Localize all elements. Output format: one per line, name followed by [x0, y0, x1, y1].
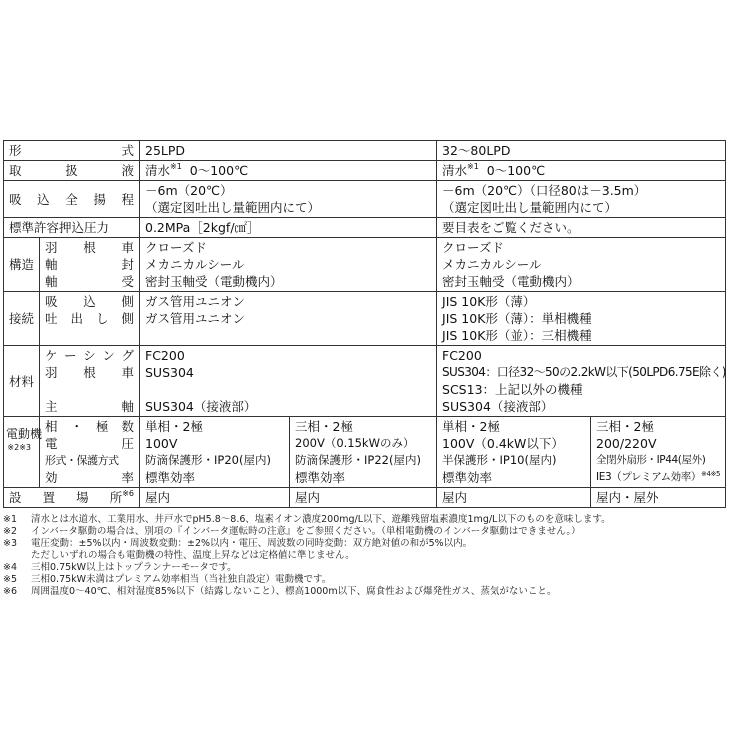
motor-25-three: 三相・2極 200V（0.15kWのみ） 防滴保護形・IP22(屋内) 標準効率 — [290, 417, 437, 488]
footnote-1: ※1 清水とは水道水、工業用水、井戸水でpH5.8～8.6、塩素イオン濃度200mg/L以下、遊離残留塩素濃度1mg/L以下のものを意味します。 — [3, 514, 611, 525]
row-pressure — [4, 218, 726, 238]
labels-motor: 相 ・ 極 数 電 圧 形式・保護方式 効 率 — [40, 417, 140, 488]
label-suction-head: 吸 込 全 揚 程 — [4, 181, 140, 218]
label-location: 設 置 場 所$^{※6}$ — [4, 488, 140, 508]
material-32: FC200 SUS304：口径32～50の2.2kW以下(50LPD6.75E除く) SCS13：上記以外の機種 SUS304（接液部） — [437, 346, 726, 417]
footnote-3-cont: ただしいずれの場合も電動機の特性、温度上昇などは定格値に準じません。 — [31, 550, 355, 561]
labels-material: ケ ー シ ン グ 羽 根 車 主 軸 — [40, 346, 140, 417]
group-connection: 接 続 — [4, 292, 40, 346]
group-motor: 電動機 ※2※3 — [4, 417, 40, 488]
group-material: 材 料 — [4, 346, 40, 417]
spec-table — [3, 140, 726, 508]
row-suction-head — [4, 181, 726, 218]
pressure-25: 0.2MPa［2kgf/㎠］ — [140, 218, 437, 238]
motor-32-three: 三相・2極 200/220V 全閉外扇形・IP44(屋外) IE3（プレミアム効率）$^{※4※5}$ — [591, 417, 726, 488]
liquid-25: 清水$^{※1}$ 0～100℃ — [140, 161, 437, 181]
suction-head-25: －6m（20℃） （選定図吐出し量範囲内にて） — [140, 181, 437, 218]
location-25-single: 屋内 — [140, 488, 290, 508]
connection-25: ガス管用ユニオン ガス管用ユニオン — [140, 292, 437, 346]
footnote-4: ※4 三相0.75kW以上はトップランナーモータです。 — [3, 562, 237, 573]
row-motor — [4, 417, 726, 488]
labels-structure: 羽 根 車 軸 封 軸 受 — [40, 238, 140, 292]
label-model: 形 式 — [4, 141, 140, 161]
connection-32: JIS 10K形（薄） JIS 10K形（薄）：単相機種 JIS 10K形（並）：三相機種 — [437, 292, 726, 346]
motor-32-single: 単相・2極 100V（0.4kW以下） 半保護形・IP10(屋内) 標準効率 — [437, 417, 591, 488]
row-location — [4, 488, 726, 508]
footnote-6: ※6 周囲温度0～40℃、相対湿度85%以下（結露しないこと）、標高1000m以下、腐食性および爆発性ガス、蒸気がないこと。 — [3, 586, 557, 597]
location-25-three: 屋内 — [290, 488, 437, 508]
motor-25-single: 単相・2極 100V 防滴保護形・IP20(屋内) 標準効率 — [140, 417, 290, 488]
location-32-three: 屋内・屋外 — [591, 488, 726, 508]
liquid-32: 清水$^{※1}$ 0～100℃ — [437, 161, 726, 181]
row-material — [4, 346, 726, 417]
group-structure: 構 造 — [4, 238, 40, 292]
footnote-2: ※2 インバータ駆動の場合は、別項の『インバータ運転時の注意』をご参照ください。（単相電動機のインバータ駆動はできません。） — [3, 526, 581, 537]
material-25: FC200 SUS304 SUS304（接液部） — [140, 346, 437, 417]
row-structure — [4, 238, 726, 292]
structure-25: クローズド メカニカルシール 密封玉軸受（電動機内） — [140, 238, 437, 292]
labels-connection: 吸 込 側 吐 出 し 側 — [40, 292, 140, 346]
pressure-32: 要目表をご覧ください。 — [437, 218, 726, 238]
header-32-80lpd: 32～80LPD — [437, 141, 726, 161]
row-connection — [4, 292, 726, 346]
footnote-5: ※5 三相0.75kW未満はプレミアム効率相当（当社独自設定）電動機です。 — [3, 574, 332, 585]
header-25lpd: 25LPD — [140, 141, 437, 161]
label-liquid: 取 扱 液 — [4, 161, 140, 181]
row-liquid — [4, 161, 726, 181]
structure-32: クローズド メカニカルシール 密封玉軸受（電動機内） — [437, 238, 726, 292]
footnotes — [3, 514, 725, 598]
label-pressure: 標準許容押込圧力 — [4, 218, 140, 238]
footnote-3: ※3 電圧変動：±5%以内・周波数変動：±2%以内・電圧、周波数の同時変動：双方絶対値の和が5%以内。 — [3, 538, 473, 549]
location-32-single: 屋内 — [437, 488, 591, 508]
suction-head-32: －6m（20℃）（口径80は－3.5m） （選定図吐出し量範囲内にて） — [437, 181, 726, 218]
row-model — [4, 141, 726, 161]
